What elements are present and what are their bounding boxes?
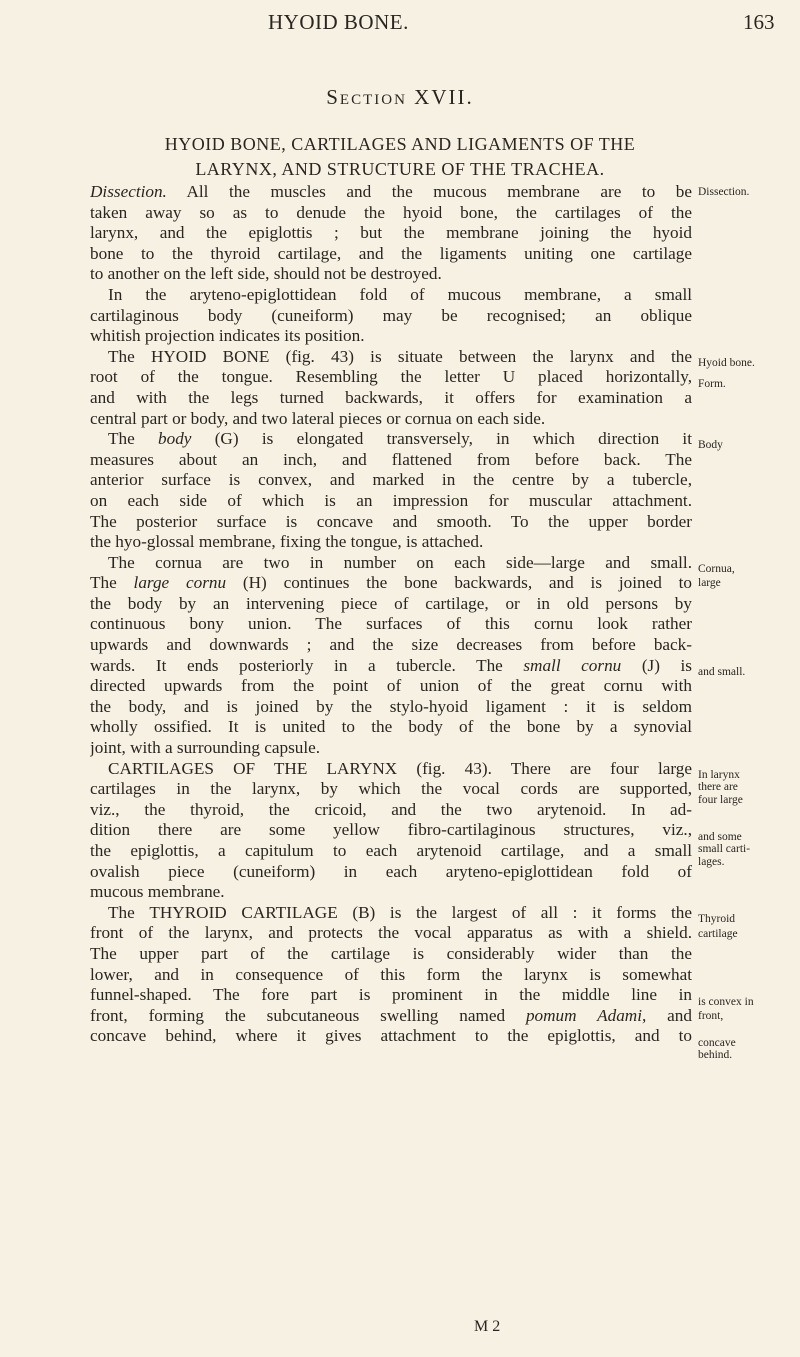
body-line: front of the larynx, and protects the vocal apparatus as with a shield. [90,923,692,943]
margin-note: and some [698,830,742,843]
margin-note: cartilage [698,927,738,940]
body-line: on each side of which is an impression for muscular attachment. [90,490,692,510]
body-line: the hyo-glossal membrane, fixing the tongue, is attached. [90,532,484,552]
body-line: wholly ossified. It is united to the body of the bone by a synovial [90,717,692,737]
body-line: The upper part of the cartilage is considerably wider than the [90,943,692,963]
margin-note: and small. [698,665,746,678]
body-line: wards. It ends posteriorly in a tubercle. The small cornu (J) is [90,655,692,675]
body-line: The large cornu (H) continues the bone backwards, and is joined to [90,573,692,593]
margin-note: four large [698,793,743,806]
body-line: upwards and downwards ; and the size decreases from before back- [90,635,692,655]
body-line: the epiglottis, a capitulum to each arytenoid cartilage, and a small [90,841,692,860]
margin-note: Body [698,439,723,452]
body-text [90,182,692,1047]
margin-note: behind. [698,1049,733,1062]
margin-note: Dissection. [698,186,750,198]
body-line: measures about an inch, and flattened from before back. The [90,449,692,469]
body-line: and with the legs turned backwards, it offers for examination a [90,387,692,407]
chapter-title-line: HYOID BONE, CARTILAGES AND LIGAMENTS OF THE [164,134,636,154]
margin-note: is convex in [698,995,754,1008]
body-line: joint, with a surrounding capsule. [90,738,321,758]
body-line: bone to the thyroid cartilage, and the ligaments uniting one cartilage [90,243,692,263]
body-line: The THYROID CARTILAGE (B) is the largest of all : it forms the [108,902,692,922]
body-line: cartilaginous body (cuneiform) may be recognised; an oblique [90,305,692,325]
body-line: taken away so as to denude the hyoid bone, the cartilages of the [90,202,692,222]
chapter-title-line: LARYNX, AND STRUCTURE OF THE TRACHEA. [195,159,605,179]
margin-note: front, [698,1010,724,1022]
margin-note: there are [698,781,738,794]
body-line: directed upwards from the point of union of the great cornu with [90,676,692,696]
body-line: ovalish piece (cuneiform) in each aryteno-epiglottidean fold of [90,861,692,881]
body-line: root of the tongue. Resembling the letter U placed horizontally, [90,367,692,387]
body-line: anterior surface is convex, and marked in the centre by a tubercle, [90,470,692,490]
margin-note: In larynx [698,768,740,781]
body-line: In the aryteno-epiglottidean fold of mucous membrane, a small [108,284,692,304]
margin-note: Cornua, [698,562,735,575]
body-line: The HYOID BONE (fig. 43) is situate between the larynx and the [108,346,692,366]
body-line: lower, and in consequence of this form the larynx is somewhat [90,964,692,984]
body-line: continuous bony union. The surfaces of this cornu look rather [90,614,692,634]
body-line: The body (G) is elongated transversely, in which direction it [108,429,692,449]
margin-note: Hyoid bone. [698,356,755,369]
page-number: 163 [743,10,775,34]
chapter-title [0,132,800,182]
body-line: the body, and is joined by the stylo-hyoid ligament : it is seldom [90,696,692,716]
body-line: Dissection. All the muscles and the mucous membrane are to be [90,182,692,201]
body-line: whitish projection indicates its position. [90,326,365,346]
body-line: funnel-shaped. The fore part is prominent in the middle line in [90,985,692,1005]
margin-note: large [698,577,721,590]
body-line: central part or body, and two lateral pieces or cornua on each side. [90,408,546,428]
body-line: to another on the left side, should not be destroyed. [90,264,442,284]
body-line: larynx, and the epiglottis ; but the membrane joining the hyoid [90,223,692,243]
body-line: the body by an intervening piece of cartilage, or in old persons by [90,593,692,613]
body-line: cartilages in the larynx, by which the vocal cords are supported, [90,779,692,799]
body-line: concave behind, where it gives attachment to the epiglottis, and to [90,1026,692,1046]
margin-note: small carti- [698,843,751,856]
margin-note: concave [698,1036,736,1049]
signature-mark: M 2 [474,1318,501,1335]
section-heading: Section XVII. [326,85,474,109]
body-line: The cornua are two in number on each side—large and small. [108,552,692,572]
body-line: mucous membrane. [90,882,225,902]
margin-note: lages. [698,855,725,868]
body-line: dition there are some yellow fibro-cartilaginous structures, viz., [90,820,692,840]
body-line: The posterior surface is concave and smooth. To the upper border [90,511,692,531]
margin-note: Form. [698,377,726,390]
running-title: HYOID BONE. [268,10,409,34]
body-line: CARTILAGES OF THE LARYNX (fig. 43). There are four large [108,758,692,778]
running-head [0,10,800,40]
body-line: front, forming the subcutaneous swelling named pomum Adami, and [90,1005,692,1025]
body-line: viz., the thyroid, the cricoid, and the two arytenoid. In ad- [90,799,692,819]
margin-note: Thyroid [698,913,736,926]
